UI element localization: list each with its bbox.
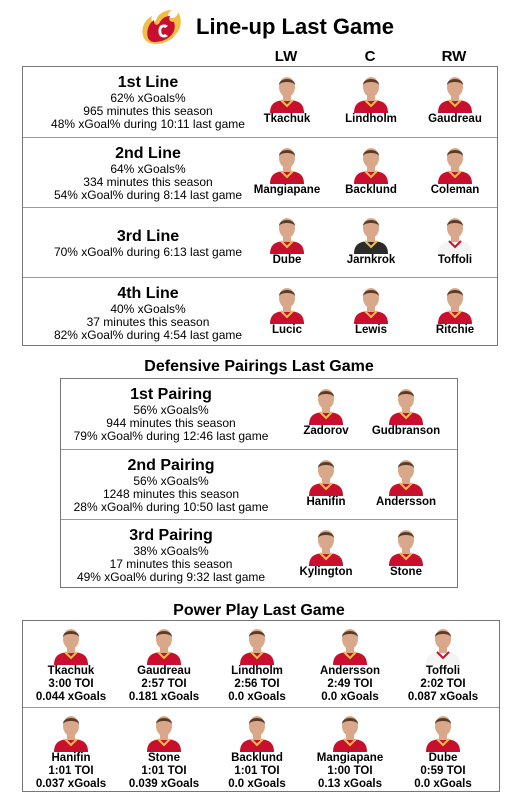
- player-headshot: [268, 284, 306, 324]
- group-summary: [23, 73, 273, 131]
- player-card: [124, 625, 204, 704]
- player-headshot: [352, 73, 390, 113]
- player-name: Dube: [272, 254, 302, 266]
- player-headshot: [307, 456, 345, 496]
- player-name: Lindholm: [345, 113, 397, 125]
- player-toi: 1:01 TOI: [234, 765, 280, 777]
- group-summary: [61, 526, 281, 584]
- player-card: [217, 625, 297, 704]
- player-name: Tkachuk: [47, 665, 95, 677]
- player-name: Backlund: [231, 752, 283, 764]
- player-card: [366, 385, 446, 438]
- player-name: Ritchie: [435, 324, 475, 336]
- player-headshot: [307, 526, 345, 566]
- group-stat: 56% xGoals%: [133, 474, 209, 488]
- player-xgoals: 0.044 xGoals: [35, 691, 107, 703]
- player-card: [286, 385, 366, 438]
- group-summary: [23, 227, 273, 259]
- player-headshot: [52, 625, 90, 665]
- group-stat: 944 minutes this season: [106, 416, 236, 430]
- group-summary: [23, 144, 273, 202]
- group-stat: 54% xGoal% during 8:14 last game: [53, 188, 243, 202]
- group-stat: 82% xGoal% during 4:54 last game: [53, 328, 243, 342]
- player-card: [331, 73, 411, 126]
- player-name: Jarnkrok: [346, 254, 396, 266]
- player-xgoals: 0.0 xGoals: [228, 691, 286, 703]
- player-card: [247, 284, 327, 337]
- player-toi: 2:49 TOI: [327, 678, 373, 690]
- line-row: [23, 277, 497, 347]
- player-xgoals: 0.13 xGoals: [318, 778, 382, 790]
- player-headshot: [238, 712, 276, 752]
- page-title: Line-up Last Game: [196, 14, 395, 39]
- player-xgoals: 0.0 xGoals: [321, 691, 379, 703]
- group-summary: [61, 385, 281, 443]
- player-name: Coleman: [430, 184, 480, 196]
- player-name: Gudbranson: [371, 425, 441, 437]
- player-name: Backlund: [345, 184, 397, 196]
- pairing-row: [61, 519, 457, 589]
- player-card: [403, 712, 483, 791]
- defense-section-title: Defensive Pairings Last Game: [144, 358, 374, 375]
- player-name: Toffoli: [425, 665, 461, 677]
- line-row: [23, 137, 497, 207]
- player-xgoals: 0.087 xGoals: [407, 691, 479, 703]
- group-stat: 334 minutes this season: [83, 175, 213, 189]
- player-name: Gaudreau: [137, 665, 191, 677]
- group-stat: 49% xGoal% during 9:32 last game: [76, 570, 266, 584]
- pairing-row: [61, 449, 457, 519]
- column-header-rw: RW: [441, 48, 467, 65]
- power-play-row: [23, 707, 499, 793]
- player-headshot: [352, 144, 390, 184]
- group-stat: 28% xGoal% during 10:50 last game: [73, 500, 269, 514]
- player-headshot: [238, 625, 276, 665]
- group-name: 4th Line: [117, 285, 179, 302]
- group-stat: 64% xGoals%: [110, 162, 186, 176]
- group-name: 1st Pairing: [130, 386, 212, 403]
- group-stat: 79% xGoal% during 12:46 last game: [73, 429, 269, 443]
- player-card: [366, 456, 446, 509]
- player-card: [247, 73, 327, 126]
- group-stat: 37 minutes this season: [86, 315, 210, 329]
- line-row: [23, 207, 497, 277]
- player-headshot: [387, 385, 425, 425]
- player-name: Kylington: [299, 566, 353, 578]
- player-xgoals: 0.0 xGoals: [228, 778, 286, 790]
- player-card: [247, 214, 327, 267]
- player-card: [331, 214, 411, 267]
- player-headshot: [387, 526, 425, 566]
- player-card: [286, 456, 366, 509]
- group-stat: 40% xGoals%: [110, 302, 186, 316]
- player-card: [31, 712, 111, 791]
- header: [0, 4, 518, 48]
- player-name: Tkachuk: [263, 113, 311, 125]
- player-card: [124, 712, 204, 791]
- group-stat: 48% xGoal% during 10:11 last game: [51, 117, 245, 131]
- player-toi: 2:56 TOI: [234, 678, 280, 690]
- player-toi: 1:00 TOI: [327, 765, 373, 777]
- group-name: 1st Line: [117, 74, 179, 91]
- player-xgoals: 0.039 xGoals: [128, 778, 200, 790]
- player-name: Stone: [390, 566, 422, 578]
- group-stat: 965 minutes this season: [83, 104, 213, 118]
- player-card: [286, 526, 366, 579]
- player-name: Hanifin: [51, 752, 91, 764]
- player-name: Stone: [148, 752, 180, 764]
- player-headshot: [436, 284, 474, 324]
- player-name: Andersson: [319, 665, 381, 677]
- player-card: [247, 144, 327, 197]
- player-headshot: [331, 625, 369, 665]
- pairing-row: [61, 379, 457, 449]
- player-name: Toffoli: [437, 254, 473, 266]
- player-headshot: [436, 214, 474, 254]
- group-stat: 17 minutes this season: [109, 557, 233, 571]
- player-name: Andersson: [375, 496, 437, 508]
- player-headshot: [268, 214, 306, 254]
- player-xgoals: 0.037 xGoals: [35, 778, 107, 790]
- player-headshot: [424, 712, 462, 752]
- group-name: 2nd Pairing: [127, 457, 215, 474]
- player-card: [310, 712, 390, 791]
- player-headshot: [268, 144, 306, 184]
- player-card: [415, 214, 495, 267]
- flames-logo-icon: [138, 8, 186, 48]
- player-card: [310, 625, 390, 704]
- player-name: Mangiapane: [316, 752, 384, 764]
- player-toi: 1:01 TOI: [48, 765, 94, 777]
- player-headshot: [387, 456, 425, 496]
- player-headshot: [307, 385, 345, 425]
- player-headshot: [436, 144, 474, 184]
- player-toi: 2:57 TOI: [141, 678, 187, 690]
- player-name: Lindholm: [231, 665, 283, 677]
- group-summary: [23, 284, 273, 342]
- group-name: 2nd Line: [115, 145, 181, 162]
- power-play-row: [23, 621, 499, 707]
- player-headshot: [52, 712, 90, 752]
- player-headshot: [145, 712, 183, 752]
- player-headshot: [352, 214, 390, 254]
- player-card: [403, 625, 483, 704]
- column-header-lw: LW: [274, 48, 298, 65]
- power-play-section-title: Power Play Last Game: [173, 602, 345, 619]
- column-header-c: C: [364, 48, 376, 65]
- player-toi: 0:59 TOI: [420, 765, 466, 777]
- player-card: [415, 73, 495, 126]
- defense-table: [60, 378, 458, 588]
- player-card: [331, 144, 411, 197]
- player-card: [415, 144, 495, 197]
- player-headshot: [424, 625, 462, 665]
- player-headshot: [268, 73, 306, 113]
- player-name: Zadorov: [303, 425, 349, 437]
- group-stat: 70% xGoal% during 6:13 last game: [53, 245, 243, 259]
- player-name: Dube: [428, 752, 458, 764]
- player-card: [415, 284, 495, 337]
- player-card: [217, 712, 297, 791]
- player-card: [331, 284, 411, 337]
- player-name: Mangiapane: [253, 184, 321, 196]
- group-name: 3rd Line: [116, 228, 180, 245]
- player-headshot: [436, 73, 474, 113]
- player-headshot: [331, 712, 369, 752]
- player-name: Gaudreau: [428, 113, 482, 125]
- player-name: Lucic: [271, 324, 303, 336]
- player-toi: 2:02 TOI: [420, 678, 466, 690]
- group-stat: 56% xGoals%: [133, 403, 209, 417]
- group-summary: [61, 456, 281, 514]
- line-row: [23, 67, 497, 137]
- player-card: [366, 526, 446, 579]
- player-name: Lewis: [355, 324, 387, 336]
- group-stat: 62% xGoals%: [110, 91, 186, 105]
- player-toi: 3:00 TOI: [48, 678, 94, 690]
- group-name: 3rd Pairing: [129, 527, 213, 544]
- player-xgoals: 0.0 xGoals: [414, 778, 472, 790]
- group-stat: 1248 minutes this season: [102, 487, 240, 501]
- player-headshot: [145, 625, 183, 665]
- lines-table: [22, 66, 498, 346]
- player-card: [31, 625, 111, 704]
- player-name: Hanifin: [306, 496, 346, 508]
- player-headshot: [352, 284, 390, 324]
- power-play-table: [22, 620, 500, 792]
- player-xgoals: 0.181 xGoals: [128, 691, 200, 703]
- group-stat: 38% xGoals%: [133, 544, 209, 558]
- player-toi: 1:01 TOI: [141, 765, 187, 777]
